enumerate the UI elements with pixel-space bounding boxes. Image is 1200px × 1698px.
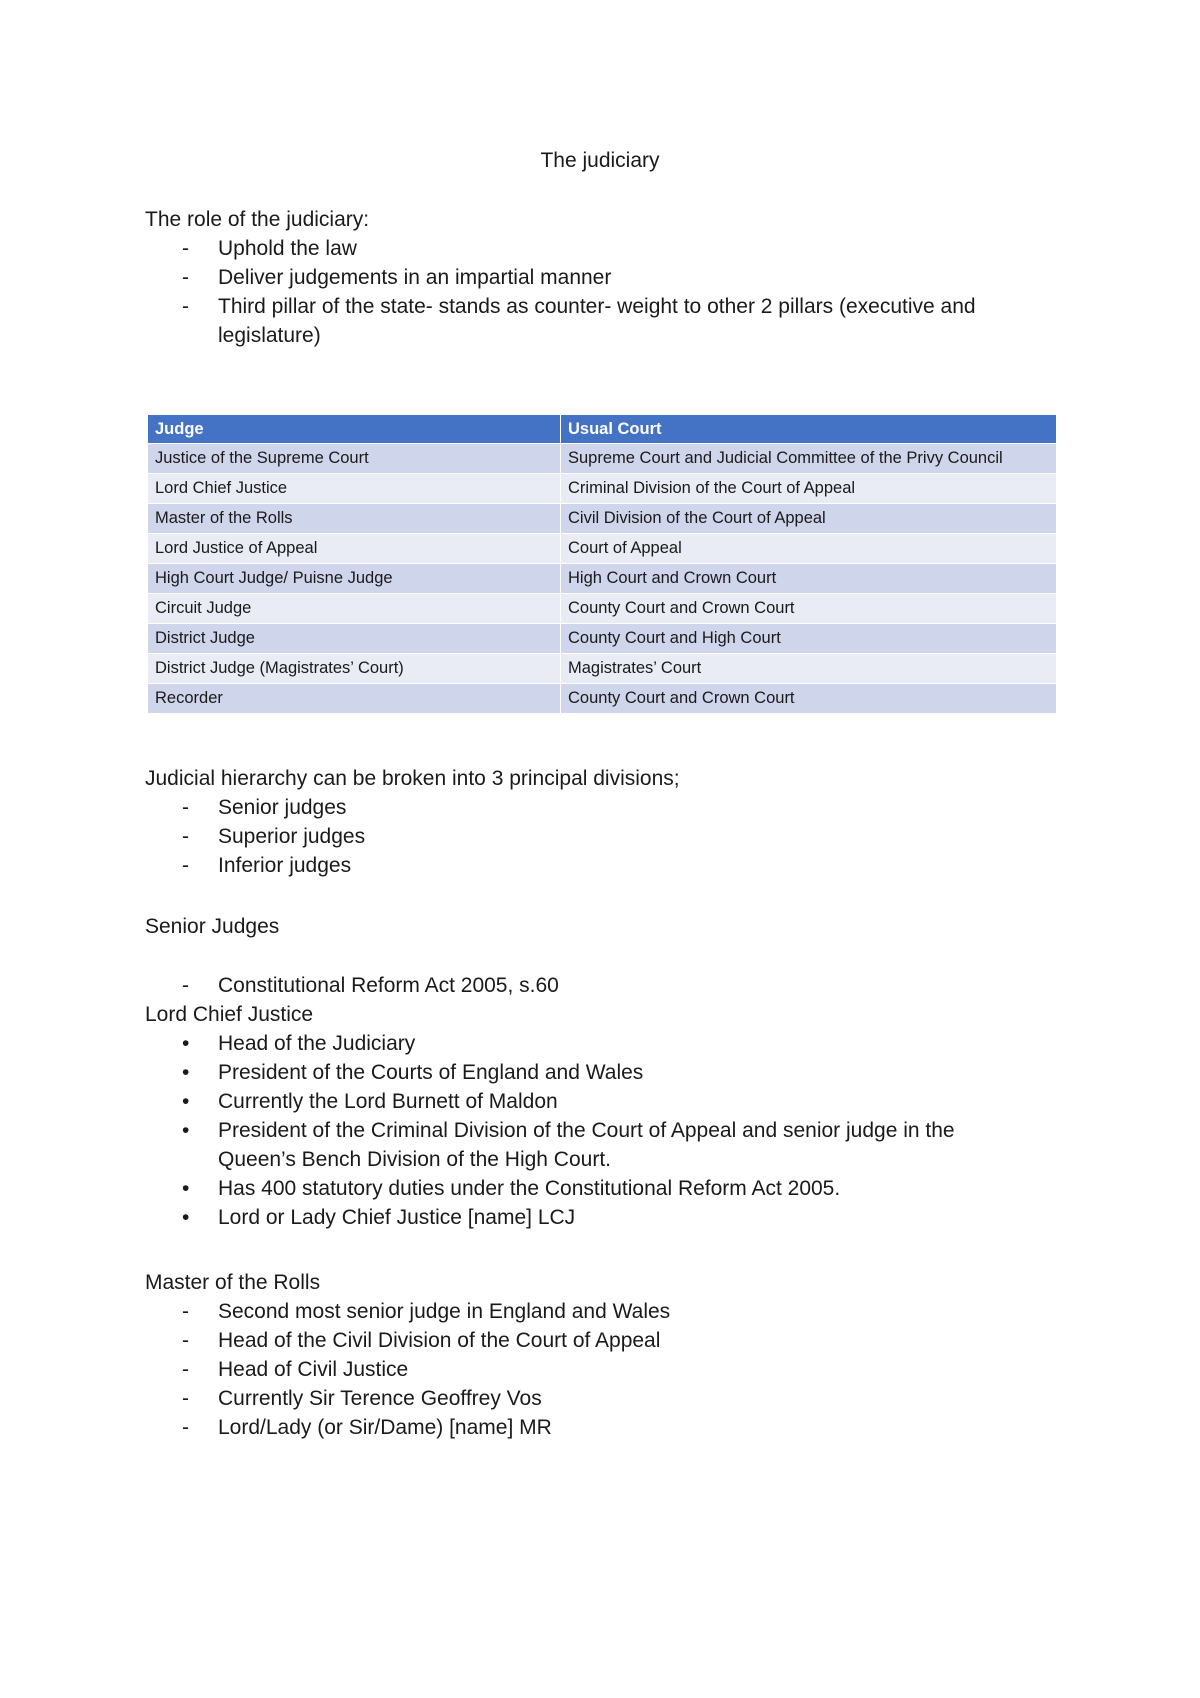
list-item-text: Head of Civil Justice	[218, 1358, 409, 1381]
bullet-marker: •	[182, 1119, 190, 1142]
dash-marker: -	[182, 295, 189, 318]
cell-judge: High Court Judge/ Puisne Judge	[148, 564, 561, 594]
list-item-text: Currently Sir Terence Geoffrey Vos	[218, 1387, 542, 1410]
dash-marker: -	[182, 1416, 189, 1439]
bullet-marker: •	[182, 1090, 190, 1113]
dash-marker: -	[182, 1329, 189, 1352]
judges-table	[147, 414, 1057, 714]
cell-judge: Circuit Judge	[148, 594, 561, 624]
dash-marker: -	[182, 796, 189, 819]
senior-judges-section	[145, 912, 1055, 941]
list-item	[145, 1355, 1055, 1384]
table-row	[148, 594, 1057, 624]
cell-judge: Lord Justice of Appeal	[148, 534, 561, 564]
list-item-text: Lord/Lady (or Sir/Dame) [name] MR	[218, 1416, 552, 1439]
list-item-text: President of the Courts of England and Wales	[218, 1061, 644, 1084]
cell-judge: Recorder	[148, 684, 561, 714]
table-row	[148, 564, 1057, 594]
list-item	[145, 1087, 1055, 1116]
lcj-heading: Lord Chief Justice	[145, 1003, 314, 1026]
list-item-text: Senior judges	[218, 796, 347, 819]
list-item-text: President of the Criminal Division of the Court of Appeal and senior judge in the Queen’s Bench Division of the High Court.	[218, 1119, 955, 1171]
cell-court: Magistrates’ Court	[561, 654, 1057, 684]
dash-marker: -	[182, 1300, 189, 1323]
role-heading: The role of the judiciary:	[145, 208, 370, 231]
list-item	[145, 822, 1055, 851]
list-item	[145, 971, 1055, 1000]
list-item	[145, 1203, 1055, 1232]
dash-marker: -	[182, 825, 189, 848]
role-section	[145, 205, 1055, 350]
lcj-list	[145, 1029, 1055, 1232]
list-item-text: Inferior judges	[218, 854, 352, 877]
cell-judge: Justice of the Supreme Court	[148, 444, 561, 474]
cell-judge: District Judge	[148, 624, 561, 654]
list-item	[145, 1413, 1055, 1442]
list-item	[145, 1058, 1055, 1087]
cell-court: County Court and High Court	[561, 624, 1057, 654]
list-item	[145, 292, 1055, 350]
table-row	[148, 624, 1057, 654]
list-item-text: Third pillar of the state- stands as counter- weight to other 2 pillars (executive and legislature)	[218, 295, 976, 347]
list-item	[145, 1326, 1055, 1355]
list-item-text: Second most senior judge in England and Wales	[218, 1300, 671, 1323]
master-of-rolls-section	[145, 1268, 1055, 1442]
table-row	[148, 684, 1057, 714]
cell-judge: District Judge (Magistrates’ Court)	[148, 654, 561, 684]
list-item	[145, 1384, 1055, 1413]
column-header-usual-court: Usual Court	[561, 415, 1057, 444]
table-row	[148, 534, 1057, 564]
cell-judge: Master of the Rolls	[148, 504, 561, 534]
bullet-marker: •	[182, 1177, 190, 1200]
mr-list	[145, 1297, 1055, 1442]
bullet-marker: •	[182, 1032, 190, 1055]
bullet-marker: •	[182, 1061, 190, 1084]
senior-judges-heading: Senior Judges	[145, 915, 280, 938]
dash-marker: -	[182, 1387, 189, 1410]
mr-heading: Master of the Rolls	[145, 1271, 321, 1294]
role-list	[145, 234, 1055, 350]
table-row	[148, 474, 1057, 504]
list-item-text: Has 400 statutory duties under the Constitutional Reform Act 2005.	[218, 1177, 841, 1200]
list-item-text: Constitutional Reform Act 2005, s.60	[218, 974, 559, 997]
list-item-text: Deliver judgements in an impartial manner	[218, 266, 612, 289]
table-row	[148, 444, 1057, 474]
hierarchy-heading: Judicial hierarchy can be broken into 3 principal divisions;	[145, 767, 680, 790]
table-header-row	[148, 415, 1057, 444]
list-item-text: Head of the Judiciary	[218, 1032, 416, 1055]
table-row	[148, 654, 1057, 684]
list-item-text: Superior judges	[218, 825, 366, 848]
list-item-text: Currently the Lord Burnett of Maldon	[218, 1090, 558, 1113]
dash-marker: -	[182, 854, 189, 877]
dash-marker: -	[182, 1358, 189, 1381]
cell-court: Civil Division of the Court of Appeal	[561, 504, 1057, 534]
list-item	[145, 263, 1055, 292]
dash-marker: -	[182, 266, 189, 289]
list-item	[145, 1174, 1055, 1203]
cell-court: Criminal Division of the Court of Appeal	[561, 474, 1057, 504]
list-item	[145, 1029, 1055, 1058]
page-title: The judiciary	[540, 149, 660, 172]
bullet-marker: •	[182, 1206, 190, 1229]
list-item	[145, 234, 1055, 263]
column-header-judge: Judge	[148, 415, 561, 444]
table-row	[148, 504, 1057, 534]
cell-court: Court of Appeal	[561, 534, 1057, 564]
cell-court: High Court and Crown Court	[561, 564, 1057, 594]
senior-judges-list	[145, 971, 1055, 1000]
list-item-text: Head of the Civil Division of the Court of Appeal	[218, 1329, 661, 1352]
hierarchy-section	[145, 764, 1055, 880]
list-item-text: Lord or Lady Chief Justice [name] LCJ	[218, 1206, 576, 1229]
cell-court: County Court and Crown Court	[561, 684, 1057, 714]
list-item-text: Uphold the law	[218, 237, 357, 260]
list-item	[145, 1297, 1055, 1326]
dash-marker: -	[182, 237, 189, 260]
list-item	[145, 793, 1055, 822]
dash-marker: -	[182, 974, 189, 997]
cell-court: County Court and Crown Court	[561, 594, 1057, 624]
list-item	[145, 851, 1055, 880]
list-item	[145, 1116, 1055, 1174]
cell-court: Supreme Court and Judicial Committee of the Privy Council	[561, 444, 1057, 474]
senior-judges-list-block	[145, 971, 1055, 1232]
hierarchy-list	[145, 793, 1055, 880]
cell-judge: Lord Chief Justice	[148, 474, 561, 504]
